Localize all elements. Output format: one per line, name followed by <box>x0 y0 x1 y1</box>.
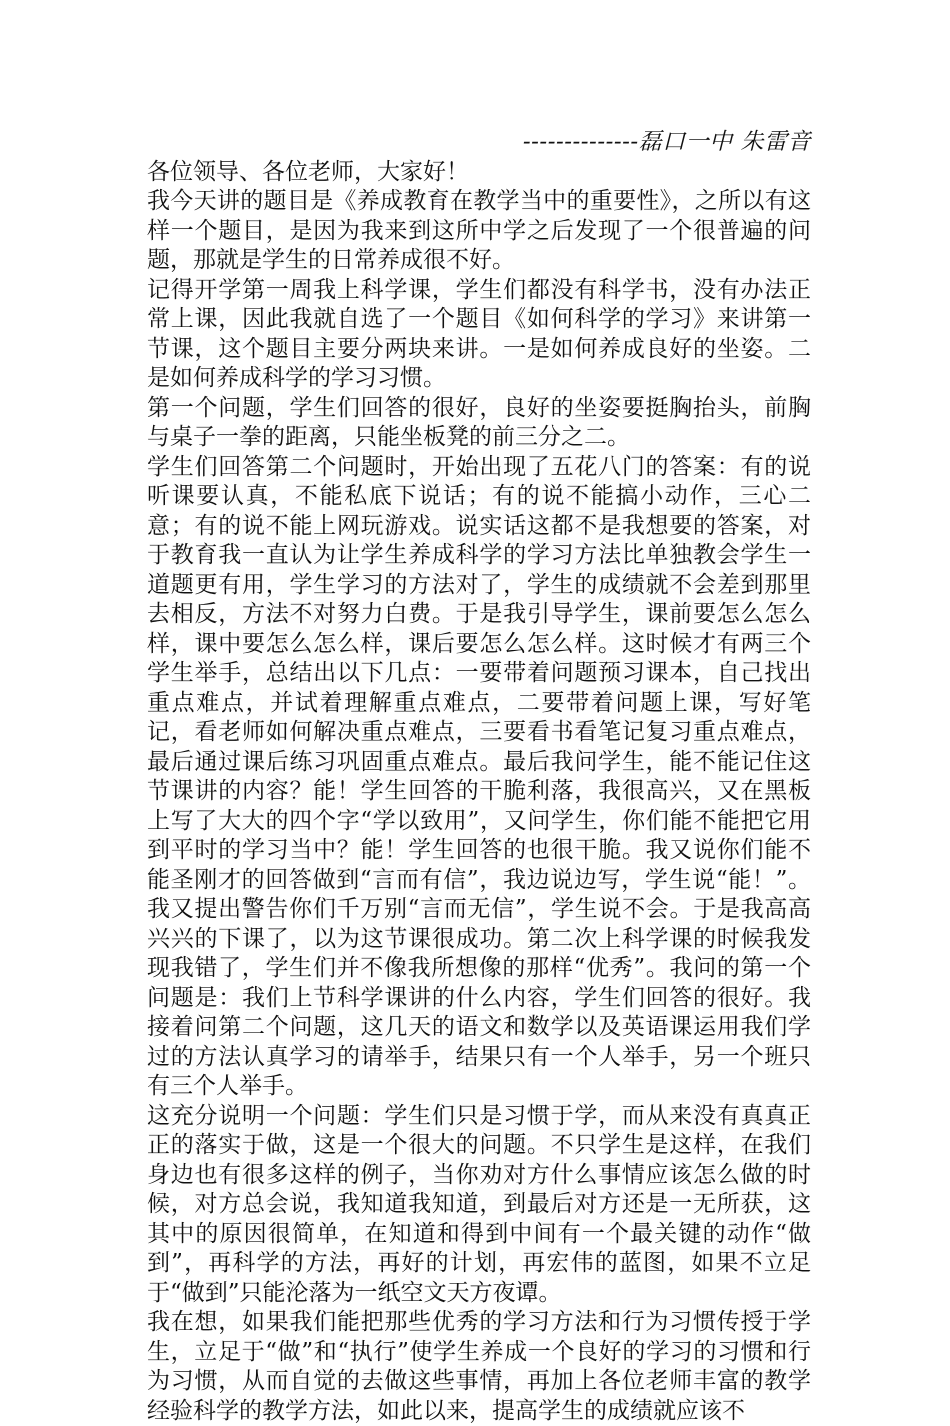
paragraph-second-question: 学生们回答第二个问题时，开始出现了五花八门的答案：有的说听课要认真，不能私底下说话；有的说不能搞小动作，三心二意；有的说不能上网玩游戏。说实话这都不是我想要的答案，对于教育我一直认为让学生养成科学的学习方法比单独教会学生一道题更有用，学生学习的方法对了，学生的成绩就不会差到那里去相反，方法不对努力白费。于是我引导学生，课前要怎么怎么样，课中要怎么怎么样，课后要怎么怎么样。这时候才有两三个学生举手，总结出以下几点：一要带着问题预习课本，自己找出重点难点，并试着理解重点难点，二要带着问题上课，写好笔记，看老师如何解决重点难点，三要看书看笔记复习重点难点，最后通过课后练习巩固重点难点。最后我问学生，能不能记住这节课讲的内容？能！学生回答的干脆利落，我很高兴，又在黑板上写了大大的四个字“学以致用”，又问学生，你们能不能把它用到平时的学习当中？能！学生回答的也很干脆。我又说你们能不能圣刚才的回答做到“言而有信”，我边说边写，学生说“能！”。我又提出警告你们千万别“言而无信”，学生说不会。于是我高高兴兴的下课了，以为这节课很成功。第二次上科学课的时候我发现我错了，学生们并不像我所想像的那样“优秀”。我问的第一个问题是：我们上节科学课讲的什么内容，学生们回答的很好。我接着问第二个问题，这几天的语文和数学以及英语课运用我们学过的方法认真学习的请举手，结果只有一个人举手，另一个班只有三个人举手。 <box>147 453 811 1099</box>
paragraph-reflection: 这充分说明一个问题：学生们只是习惯于学，而从来没有真真正正的落实于做，这是一个很大的问题。不只学生是这样，在我们身边也有很多这样的例子，当你劝对方什么事情应该怎么做的时候，对方总会说，我知道我知道，到最后对方还是一无所获，这其中的原因很简单，在知道和得到中间有一个最关键的动作“做到”，再科学的方法，再好的计划，再宏伟的蓝图，如果不立足于“做到”只能沦落为一纸空文天方夜谭。 <box>147 1102 811 1306</box>
paragraph-first-question: 第一个问题，学生们回答的很好，良好的坐姿要挺胸抬头，前胸与桌子一拳的距离，只能坐板凳的前三分之二。 <box>147 394 811 450</box>
paragraph-intro: 我今天讲的题目是《养成教育在教学当中的重要性》，之所以有这样一个题目，是因为我来到这所中学之后发现了一个很普遍的问题，那就是学生的日常养成很不好。 <box>147 188 811 273</box>
author-line: --------------磊口一中 朱雷音 <box>522 129 811 155</box>
document-page <box>147 128 811 1426</box>
greeting: 各位领导、各位老师，大家好！ <box>147 158 469 185</box>
paragraph-conclusion: 我在想，如果我们能把那些优秀的学习方法和行为习惯传授于学生，立足于“做”和“执行”使学生养成一个良好的学习的习惯和行为习惯，从而自觉的去做这些事情，再加上各位老师丰富的教学经验科学的教学方法，如此以来，提高学生的成绩就应该不 <box>147 1309 811 1424</box>
paragraph-first-class: 记得开学第一周我上科学课，学生们都没有科学书，没有办法正常上课，因此我就自选了一个题目《如何科学的学习》来讲第一节课，这个题目主要分两块来讲。一是如何养成良好的坐姿。二是如何养成科学的学习习惯。 <box>147 276 811 391</box>
